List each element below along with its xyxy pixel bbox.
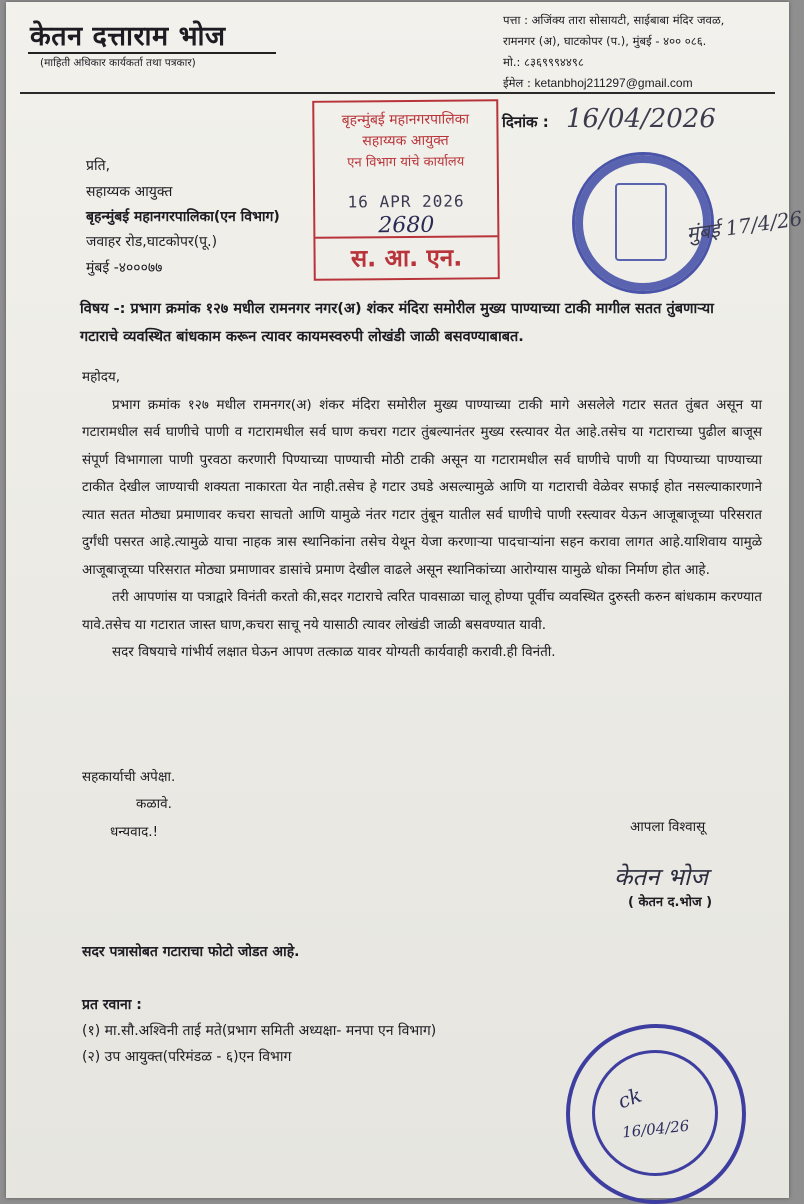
received-stamp-office: सहाय्यक आयुक्त [362, 132, 449, 150]
copies-section [82, 992, 436, 1070]
letter-body [82, 364, 762, 667]
closing-sahakarya: सहकार्याची अपेक्षा. [82, 769, 176, 785]
letterhead-subtitle: (माहिती अधिकार कार्यकर्ता तथा पत्रकार) [40, 57, 196, 69]
letterhead-name-underline [28, 52, 276, 54]
email-label: ईमेल : [503, 76, 531, 90]
committee-seal [566, 1024, 746, 1204]
received-stamp [312, 99, 500, 281]
email-line [503, 73, 783, 94]
committee-seal-ring [592, 1050, 718, 1176]
mobile-number: मो.: ८३६९९९४४९८ [503, 55, 584, 69]
recipient-prati: प्रति, [86, 158, 111, 174]
received-stamp-ward: एन विभाग यांचे कार्यालय [347, 154, 465, 171]
received-stamp-date: 16 APR 2026 [347, 191, 465, 212]
closing-yours: आपला विश्वासू [630, 819, 706, 835]
recipient-line-3: जवाहर रोड,घाटकोपर(पू.) [86, 234, 218, 250]
letter-sheet [6, 2, 804, 1198]
ward-office-seal-inner [615, 183, 667, 261]
letterhead-address [503, 10, 783, 94]
body-paragraph-3: सदर विषयाचे गांभीर्य लक्षात घेऊन आपण तत्काळ यावर योग्यती कार्यवाही करावी.ही विनंती. [112, 644, 556, 660]
received-stamp-code: स. आ. एन. [315, 235, 497, 279]
committee-seal-date: 16/04/26 [621, 1116, 691, 1142]
date-label: दिनांक : [502, 113, 549, 131]
copy-item-1: (१) मा.सौ.अश्विनी ताई मते(प्रभाग समिती अध्यक्षा- मनपा एन विभाग) [82, 1023, 437, 1039]
salutation: महोदय, [82, 369, 121, 385]
committee-seal-initials: ck [614, 1082, 645, 1114]
letter-subject: विषय -: प्रभाग क्रमांक १२७ मधील रामनगर नगर(अ) शंकर मंदिरा समोरील मुख्य पाण्याच्या टाकी मागील सतत तुंबणाऱ्या गटाराचे व्यवस्थित बांधकाम करून त्यावर कायमस्वरुपी लोखंडी जाळी बसवण्याबाबत. [80, 301, 714, 345]
received-stamp-number: 2680 [378, 212, 435, 239]
recipient-line-1: सहाय्यक आयुक्त [86, 184, 173, 200]
email-address: ketanbhoj211297@gmail.com [534, 76, 693, 90]
recipient-line-2: बृहन्मुंबई महानगरपालिका(एन विभाग) [86, 209, 280, 225]
copy-item-2: (२) उप आयुक्त(परिमंडळ - ६)एन विभाग [82, 1049, 292, 1065]
received-stamp-org: बृहन्मुंबई महानगरपालिका [341, 111, 470, 129]
address-line-2: रामनगर (अ), घाटकोपर (प.), मुंबई - ४०० ०८६. [503, 34, 707, 48]
sender-signature: केतन भोज [614, 863, 708, 891]
copies-title: प्रत रवाना : [82, 997, 142, 1013]
recipient-line-4: मुंबई -४०००७७ [86, 260, 163, 276]
photo-attachment-note: सदर पत्रासोबत गटाराचा फोटो जोडत आहे. [82, 944, 300, 960]
closing-kalave: कळावे. [136, 796, 172, 812]
letterhead-name: केतन दत्ताराम भोज [30, 21, 226, 52]
closing-thanks: धन्यवाद.! [110, 824, 158, 840]
sender-name: ( केतन द.भोज ) [628, 895, 713, 910]
body-paragraph-2: तरी आपणांस या पत्राद्वारे विनंती करतो की,सदर गटाराचे त्वरित पावसाळा चालू होण्या पूर्वीच व्यवस्थित दुरुस्ती करुन बांधकाम करण्यात यावे.तसेच या गटारात जास्त घाण,कचरा साचू नये यासाठी त्यावर लोखंडी जाळी बसवण्यात यावी. [82, 589, 762, 633]
address-line-1: पत्ता : अजिंक्य तारा सोसायटी, साईबाबा मंदिर जवळ, [503, 13, 725, 27]
receiver-signature: मुंबई 17/4/26 [684, 205, 804, 246]
body-paragraph-1: प्रभाग क्रमांक १२७ मधील रामनगर(अ) शंकर मंदिरा समोरील मुख्य पाण्याच्या टाकी मागे असलेले गटार सतत तुंबत असून या गटारामधील सर्व घाणीचे पाणी व गटारामधील सर्व घाण कचरा गटार तुंबल्यानंतर मुख्य रस्त्यावर येत आहे.तसेच या गटाराच्या पुढील बाजूस संपूर्ण विभागाला पाणी पुरवठा करणारी पिण्याच्या पाण्याची मोठी टाकी असून या गटारामधील सर्व घाणीचे पाणी या पिण्याच्या पाण्याच्या टाकीत देखील जाण्याची शक्यता नाकारता येत नाही.तसेच हे गटार उघडे असल्यामुळे आणि या गटाराची वेळेवर सफाई होत नसल्याकारणाने त्यात सतत मोठ्या प्रमाणावर कचरा साचतो आणि यामुळे नंतर गटार तुंबून यातील सर्व घाणीचे पाणी रस्त्यावर येऊन आजूबाजूच्या परिसरात दुर्गंधी पसरत आहे.त्यामुळे याचा नाहक त्रास स्थानिकांना तसेच येथून येजा करणाऱ्या पादचाऱ्यांना सहन करावा लागत आहे.याशिवाय यामुळे आजूबाजूच्या परिसरात मोठ्या प्रमाणावर डासांचे प्रमाण देखील वाढले असून स्थानिकांच्या आरोग्यास यामुळे धोका निर्माण होत आहे. [82, 396, 762, 578]
date-value: 16/04/2026 [566, 104, 716, 134]
letterhead-divider [20, 92, 775, 94]
